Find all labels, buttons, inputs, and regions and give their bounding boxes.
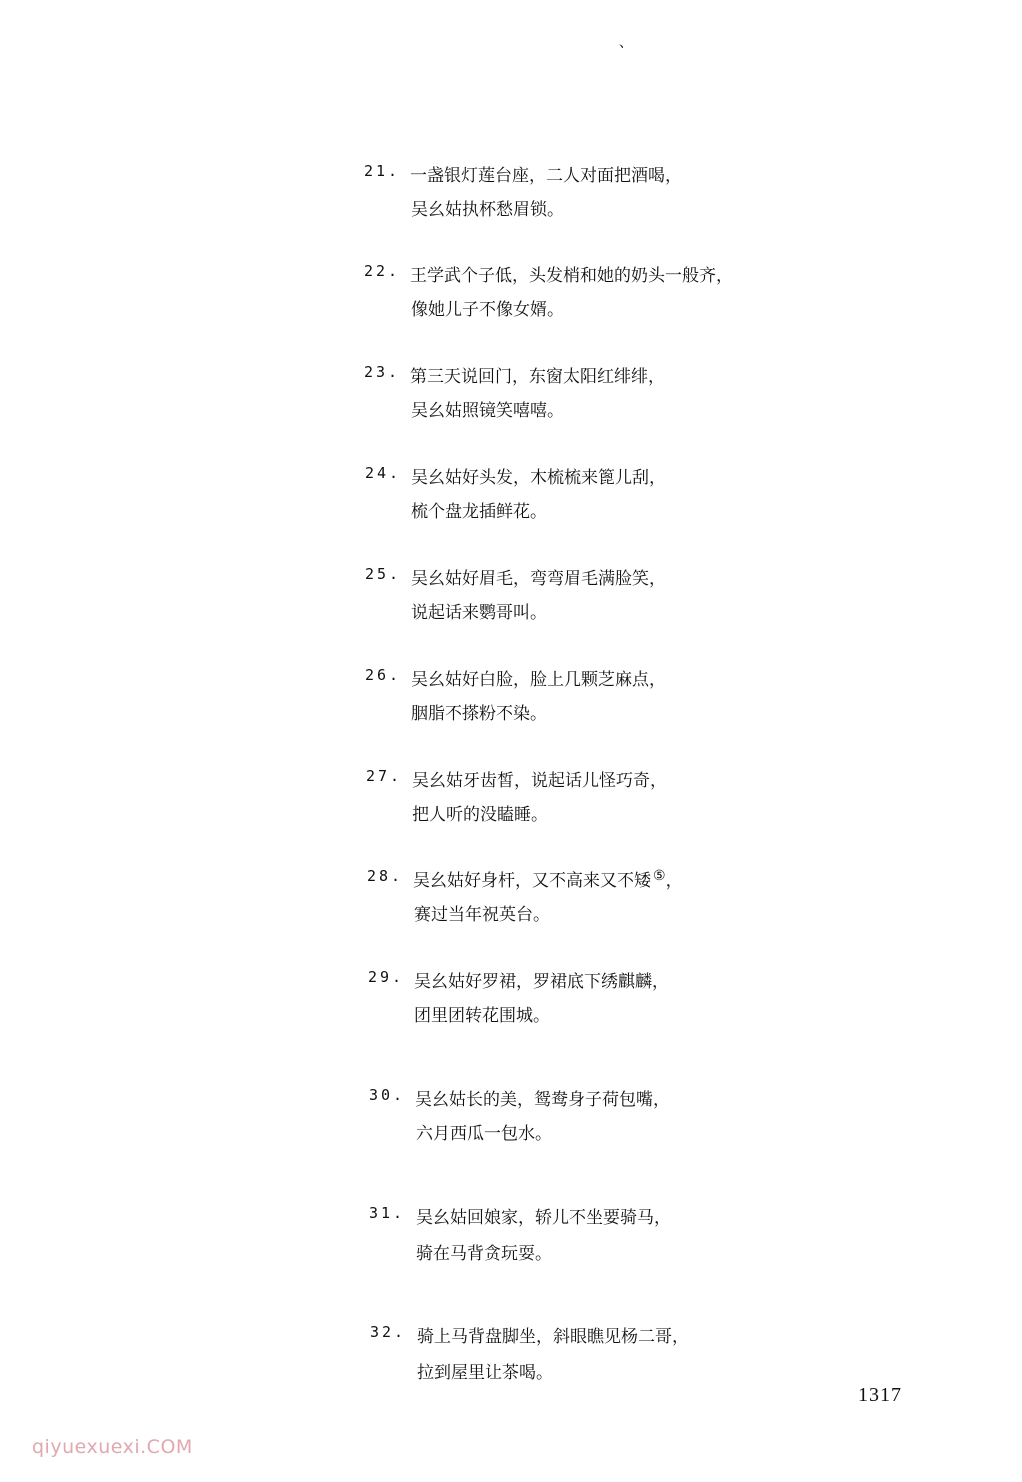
verse-line-1-text: 一盏银灯莲台座，二人对面把酒喝，	[410, 166, 682, 186]
verse-line-1-text: 吴幺姑牙齿皙，说起话儿怪巧奇，	[412, 771, 667, 791]
verse-line-2: 六月西瓜一包水。	[416, 1124, 552, 1144]
verse-number: 28.	[367, 867, 404, 885]
verse-line-1	[416, 1203, 671, 1228]
verse-line-1	[411, 463, 666, 488]
verse-number: 30.	[369, 1086, 406, 1104]
verse-line-1	[410, 362, 665, 387]
verse-line-1-text: 吴幺姑回娘家，轿儿不坐要骑马，	[416, 1208, 671, 1228]
watermark-logo: qiyuexuexi.COM	[32, 1436, 193, 1458]
verse-line-2: 拉到屋里让茶喝。	[417, 1363, 553, 1383]
verse-line-2: 梳个盘龙插鲜花。	[411, 502, 547, 522]
verse-line-1	[410, 161, 682, 186]
verse-line-2: 吴幺姑照镜笑嘻嘻。	[411, 401, 564, 421]
verse-number: 27.	[366, 767, 403, 785]
verse-line-1	[410, 261, 733, 286]
page-number: 1317	[858, 1384, 902, 1406]
top-mark: 、	[619, 35, 633, 51]
verse-line-1	[411, 665, 666, 690]
verse-number: 24.	[365, 464, 402, 482]
verse-line-2: 骑在马背贪玩耍。	[416, 1244, 552, 1264]
verse-number: 31.	[369, 1204, 406, 1222]
verse-line-1-text: 吴幺姑长的美，鸳鸯身子荷包嘴，	[415, 1090, 670, 1110]
verse-line-1-text: 第三天说回门，东窗太阳红绯绯，	[410, 367, 665, 387]
verse-number: 32.	[370, 1323, 407, 1341]
verse-number: 22.	[364, 262, 401, 280]
verse-line-1-text: 骑上马背盘脚坐，斜眼瞧见杨二哥，	[417, 1327, 689, 1347]
verse-line-1-punctuation: ，	[665, 871, 683, 891]
verse-line-1	[412, 766, 667, 791]
verse-number: 26.	[365, 666, 402, 684]
verse-number: 23.	[364, 363, 401, 381]
verse-number: 25.	[365, 565, 402, 583]
verse-line-1-text: 吴幺姑好白脸，脸上几颗芝麻点，	[411, 670, 666, 690]
verse-line-2: 说起话来鹦哥叫。	[411, 603, 547, 623]
verse-line-1	[415, 1085, 670, 1110]
verse-line-1-text: 吴幺姑好罗裙，罗裙底下绣麒麟，	[414, 972, 669, 992]
verse-line-2: 把人听的没瞌睡。	[412, 805, 548, 825]
verse-line-2: 赛过当年祝英台。	[414, 905, 550, 925]
verse-line-1-text: 吴幺姑好头发，木梳梳来篦儿刮，	[411, 468, 666, 488]
verse-line-1	[413, 866, 683, 891]
verse-line-2: 像她儿子不像女婿。	[411, 300, 564, 320]
verse-line-1	[414, 967, 669, 992]
verse-line-1	[417, 1322, 689, 1347]
verse-line-1-text: 吴幺姑好身杆，又不高来又不矮	[413, 871, 651, 891]
verse-line-2: 团里团转花围城。	[414, 1006, 550, 1026]
verse-number: 29.	[368, 968, 405, 986]
verse-line-1	[411, 564, 666, 589]
verse-line-2: 吴幺姑执杯愁眉锁。	[411, 200, 564, 220]
verse-line-2: 胭脂不搽粉不染。	[411, 704, 547, 724]
verse-line-1-text: 吴幺姑好眉毛，弯弯眉毛满脸笑，	[411, 569, 666, 589]
footnote-marker: ⑤	[653, 868, 666, 884]
verse-number: 21.	[364, 162, 401, 180]
verse-line-1-text: 王学武个子低，头发梢和她的奶头一般齐，	[410, 266, 733, 286]
